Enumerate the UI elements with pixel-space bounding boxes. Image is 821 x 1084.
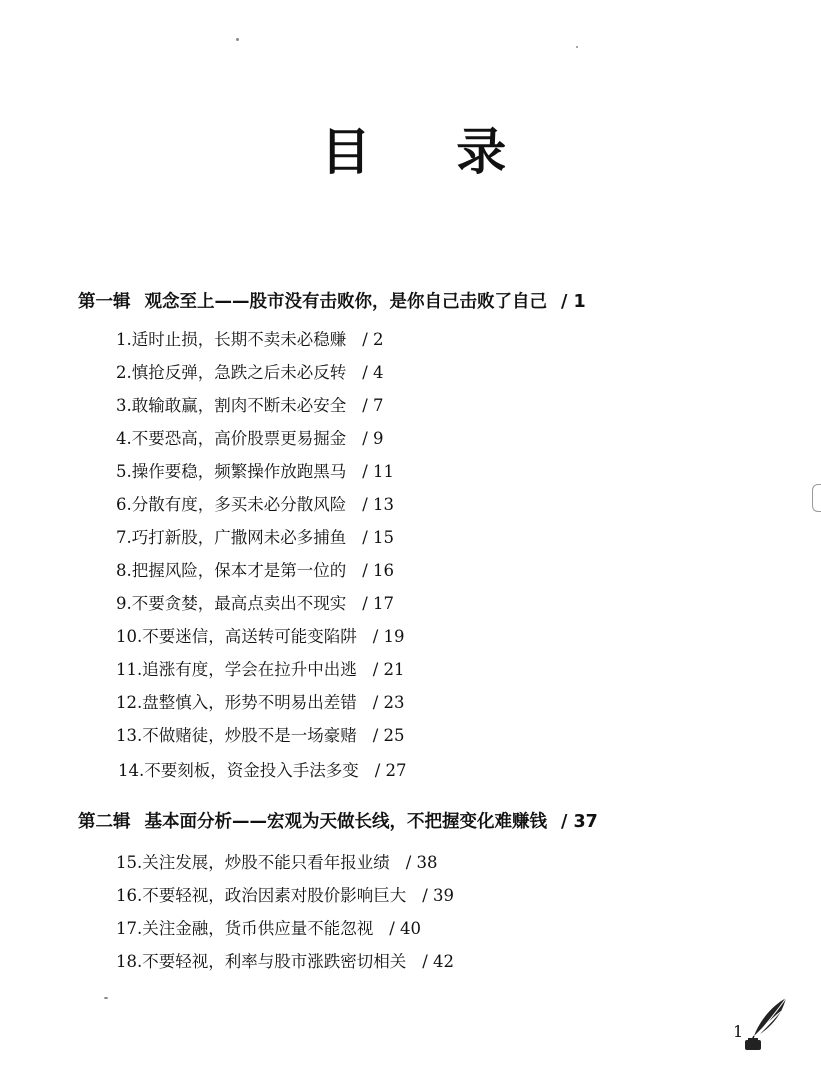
toc-entry[interactable] [116,425,384,449]
entry-text: 3.敢输敢赢，割肉不断未必安全 [116,396,347,415]
toc-entry[interactable] [116,359,384,383]
entry-text: 15.关注发展，炒股不能只看年报业绩 [116,853,390,872]
entry-text: 12.盘整慎入，形势不明易出差错 [116,693,357,712]
entry-page: / 11 [362,462,395,481]
entry-page: / 15 [362,528,395,547]
entry-text: 10.不要迷信，高送转可能变陷阱 [116,627,357,646]
chapter-heading [78,288,586,313]
entry-text: 5.操作要稳，频繁操作放跑黑马 [116,462,347,481]
entry-text: 11.追涨有度，学会在拉升中出逃 [116,660,357,679]
toc-entry[interactable] [116,623,405,647]
entry-text: 4.不要恐高，高价股票更易掘金 [116,429,347,448]
toc-entry[interactable] [116,689,405,713]
page-number: 1 [733,1022,744,1041]
scan-speck [236,38,239,41]
entry-text: 1.适时止损，长期不卖未必稳赚 [116,330,347,349]
entry-page: / 13 [362,495,395,514]
entry-page: / 39 [422,886,455,905]
entry-text: 2.慎抢反弹，急跌之后未必反转 [116,363,347,382]
entry-text: 8.把握风险，保本才是第一位的 [116,561,347,580]
chapter-heading [78,808,598,833]
toc-entry[interactable] [116,392,384,416]
entry-page: / 42 [422,952,455,971]
toc-entry[interactable] [116,849,438,873]
entry-text: 7.巧打新股，广撒网未必多捕鱼 [116,528,347,547]
page-edge-mark [812,484,821,512]
entry-text: 17.关注金融，货币供应量不能忽视 [116,919,374,938]
scan-speck [576,46,578,48]
scan-speck [104,997,108,999]
entry-page: / 2 [362,330,384,349]
toc-entry[interactable] [116,326,384,350]
entry-page: / 38 [405,853,438,872]
entry-text: 6.分散有度，多买未必分散风险 [116,495,347,514]
entry-page: / 16 [362,561,395,580]
toc-entry[interactable] [116,656,405,680]
toc-entry[interactable] [116,722,405,746]
toc-entry[interactable] [116,915,421,939]
entry-text: 13.不做赌徒，炒股不是一场豪赌 [116,726,357,745]
chapter-number: 第一辑 [78,292,131,312]
entry-page: / 19 [372,627,405,646]
toc-entry[interactable] [116,524,394,548]
entry-page: / 21 [372,660,405,679]
entry-page: / 23 [372,693,405,712]
chapter-title: 观念至上——股市没有击败你，是你自己击败了自己 [144,292,547,312]
entry-text: 18.不要轻视，利率与股市涨跌密切相关 [116,952,407,971]
page-title: 目 录 [320,123,541,181]
toc-entry[interactable] [116,882,454,906]
toc-entry[interactable] [118,757,407,781]
entry-text: 9.不要贪婪，最高点卖出不现实 [116,594,347,613]
entry-page: / 40 [389,919,422,938]
chapter-number: 第二辑 [78,812,131,832]
toc-entry[interactable] [116,590,394,614]
entry-page: / 17 [362,594,395,613]
entry-text: 14.不要刻板，资金投入手法多变 [118,761,359,780]
entry-page: / 4 [362,363,384,382]
chapter-page: / 1 [561,292,586,312]
entry-page: / 25 [372,726,405,745]
toc-entry[interactable] [116,458,394,482]
entry-page: / 27 [374,761,407,780]
quill-pen-icon [742,996,792,1052]
toc-entry[interactable] [116,491,394,515]
entry-text: 16.不要轻视，政治因素对股价影响巨大 [116,886,407,905]
chapter-title: 基本面分析——宏观为天做长线，不把握变化难赚钱 [144,812,547,832]
entry-page: / 7 [362,396,384,415]
chapter-page: / 37 [561,812,598,832]
toc-entry[interactable] [116,948,454,972]
entry-page: / 9 [362,429,384,448]
toc-entry[interactable] [116,557,394,581]
